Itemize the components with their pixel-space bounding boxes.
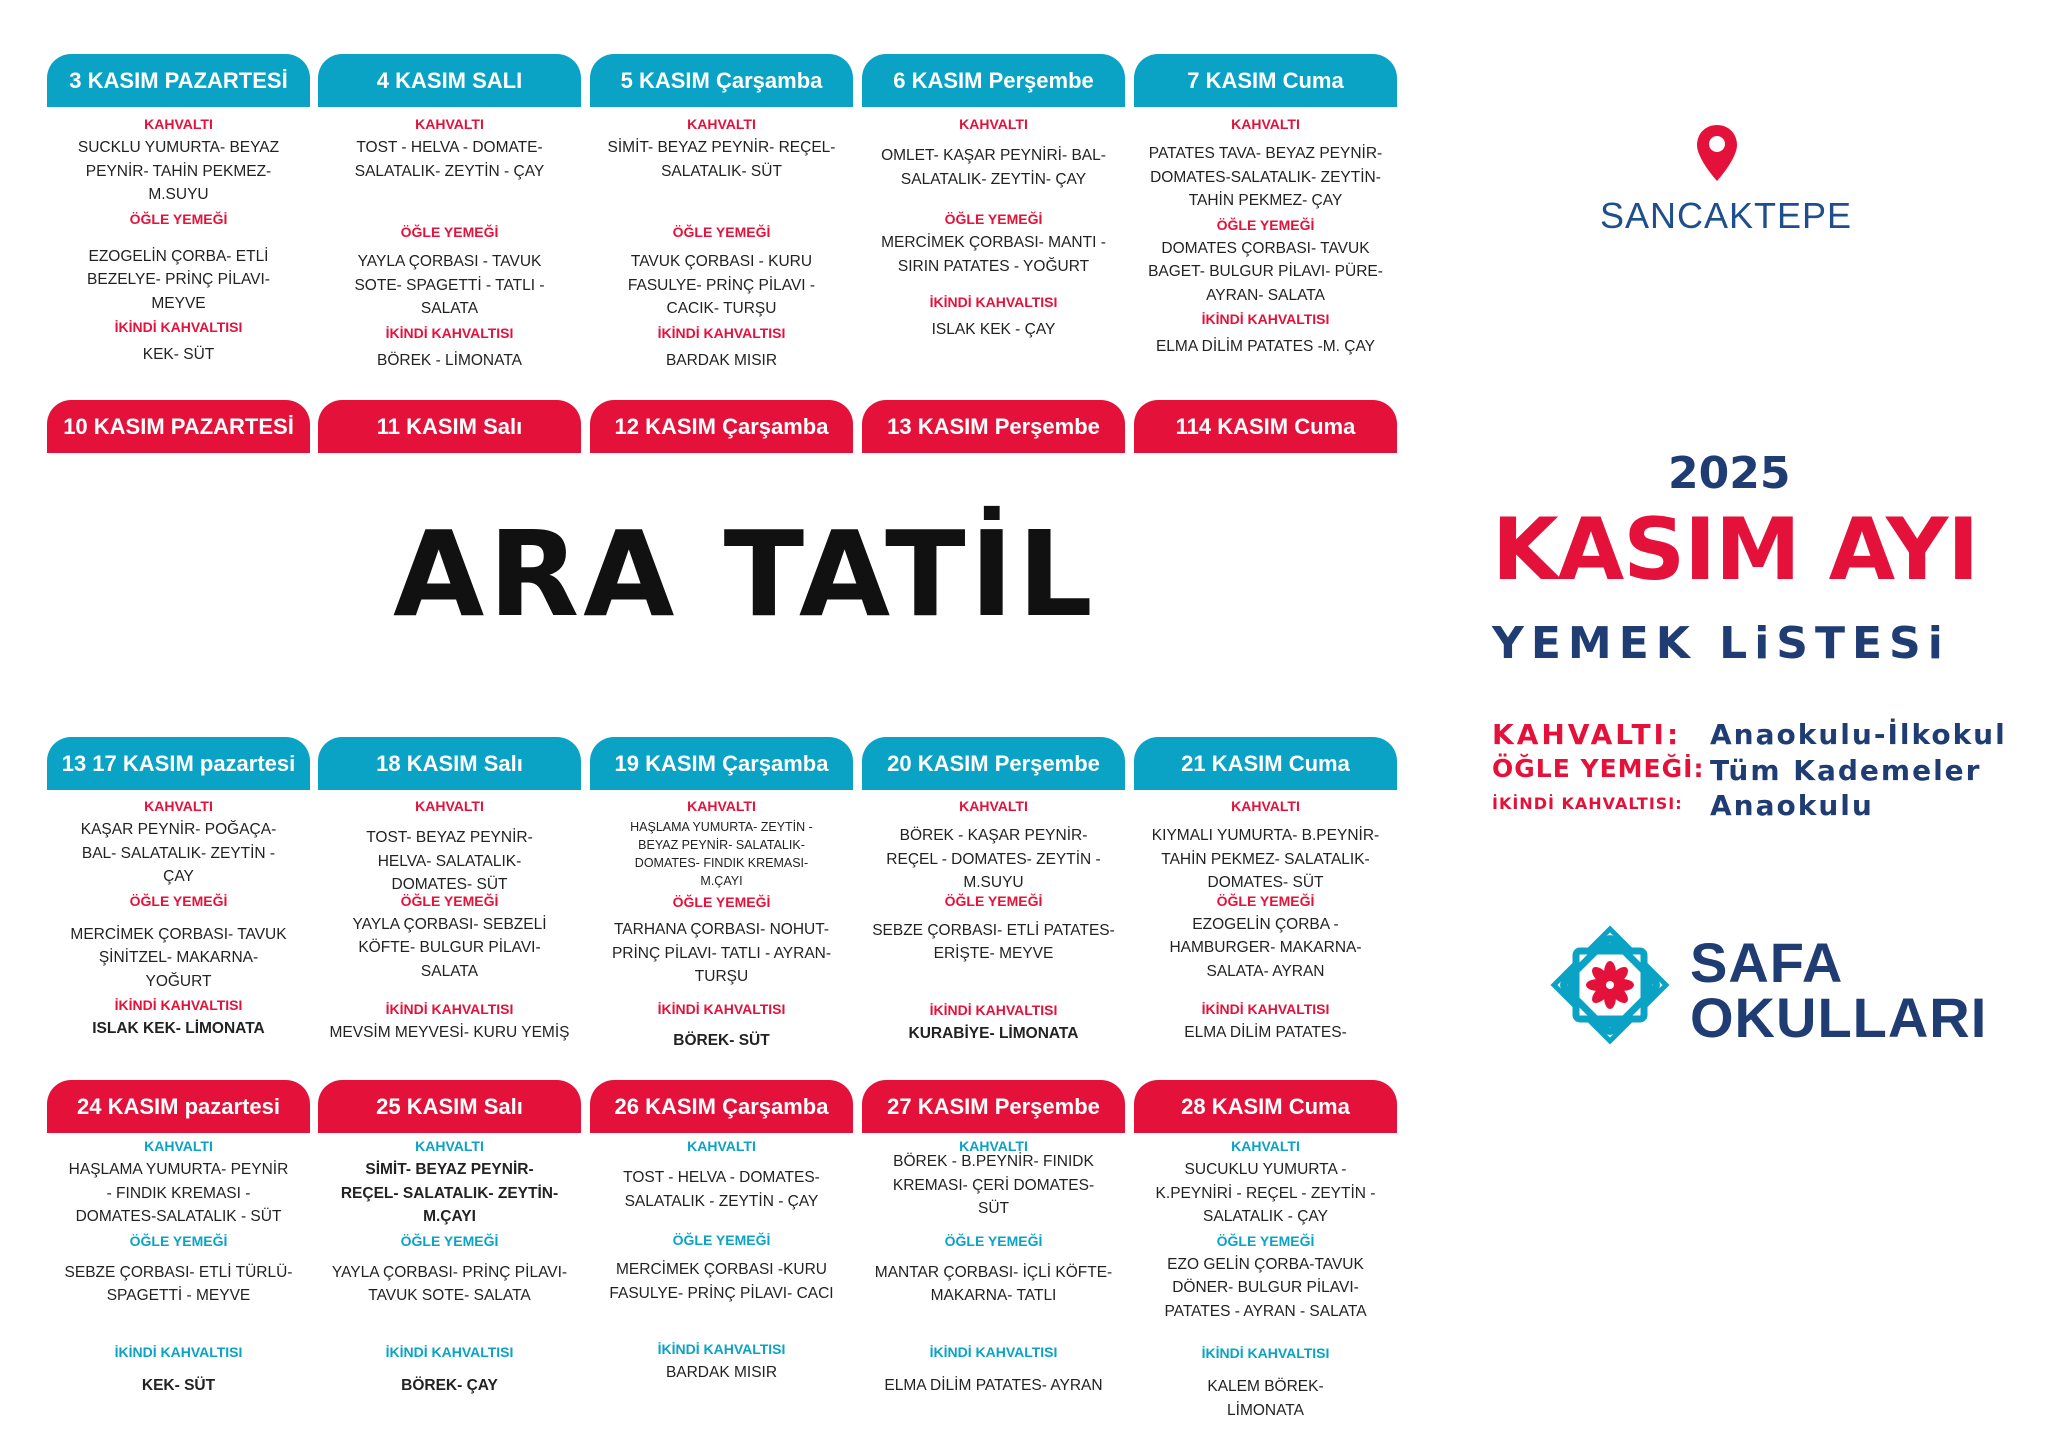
lunch-line: CACIK- TURŞU <box>666 300 777 317</box>
snack-line: BÖREK- SÜT <box>673 1031 770 1049</box>
snack-line: ELMA DİLİM PATATES- AYRAN <box>884 1376 1103 1394</box>
breakfast-line: K.PEYNİRİ - REÇEL - ZEYTİN - <box>1155 1184 1376 1202</box>
breakfast-line: BAL- SALATALIK- ZEYTİN - <box>81 844 276 862</box>
day-header: 6 KASIM Perşembe <box>862 54 1125 107</box>
day-header: 18 KASIM Salı <box>318 737 581 790</box>
breakfast-line: ÇAY <box>163 868 194 885</box>
breakfast-line: KIYMALI YUMURTA- B.PEYNİR- <box>1151 827 1380 844</box>
lunch-line: MAKARNA- TATLI <box>930 1287 1057 1304</box>
lunch-line: SPAGETTİ - MEYVE <box>106 1287 251 1304</box>
snack-line: KURABİYE- LİMONATA <box>908 1024 1079 1042</box>
mid-term-break-title: ARA TATİL <box>393 505 1097 643</box>
lunch-line: YAYLA ÇORBASI- SEBZELİ <box>352 915 547 933</box>
breakfast-line: HAŞLAMA YUMURTA- ZEYTİN - <box>630 820 813 834</box>
breakfast-label: KAHVALTI <box>687 1138 756 1154</box>
breakfast-line: SİMİT- BEYAZ PEYNİR- <box>365 1161 534 1178</box>
lunch-line: FASULYE- PRİNÇ PİLAVI - <box>627 276 816 294</box>
lunch-label: ÖĞLE YEMEĞİ <box>672 1232 771 1248</box>
day-header: 12 KASIM Çarşamba <box>590 400 853 453</box>
lunch-label: ÖĞLE YEMEĞİ <box>129 892 228 909</box>
lunch-label: ÖĞLE YEMEĞİ <box>400 892 499 909</box>
menu-cell <box>318 112 581 372</box>
breakfast-label: KAHVALTI <box>144 116 213 132</box>
snack-label: İKİNDİ KAHVALTISI <box>1201 311 1330 327</box>
breakfast-line: SUCUKLU YUMURTA - <box>1184 1161 1347 1178</box>
snack-line: KALEM BÖREK- <box>1207 1378 1324 1395</box>
lunch-label: ÖĞLE YEMEĞİ <box>1216 1232 1315 1249</box>
day-header: 3 KASIM PAZARTESİ <box>47 54 310 107</box>
lunch-line: MERCİMEK ÇORBASI- MANTI - <box>881 234 1106 251</box>
menu-cell <box>318 794 581 1045</box>
breakfast-line: DOMATES- FINDIK KREMASI- <box>634 856 809 870</box>
snack-line: LİMONATA <box>1227 1401 1304 1419</box>
snack-label: İKİNDİ KAHVALTISI <box>657 1341 786 1357</box>
day-header: 7 KASIM Cuma <box>1134 54 1397 107</box>
lunch-label: ÖĞLE YEMEĞİ <box>672 224 771 240</box>
snack-line: BARDAK MISIR <box>665 1364 778 1381</box>
breakfast-line: M.SUYU <box>148 186 209 203</box>
snack-label: İKİNDİ KAHVALTISI <box>114 319 243 335</box>
breakfast-line: DOMATES- SÜT <box>1207 874 1324 891</box>
menu-cell <box>318 1134 581 1397</box>
legend-value: Anaokulu <box>1710 789 1874 822</box>
legend-key: ÖĞLE YEMEĞİ: <box>1492 754 1705 783</box>
breakfast-line: BÖREK - B.PEYNİR- FINIDK <box>893 1153 1094 1170</box>
breakfast-label: KAHVALTI <box>959 798 1028 814</box>
lunch-line: YOĞURT <box>145 972 212 990</box>
breakfast-line: SUCKLU YUMURTA- BEYAZ <box>77 139 280 156</box>
breakfast-line: TOST - HELVA - DOMATES- <box>623 1169 820 1186</box>
breakfast-line: BÖREK - KAŞAR PEYNİR- <box>899 827 1088 844</box>
menu-cell <box>590 112 853 372</box>
legend-row <box>1492 789 1874 822</box>
menu-cell <box>590 1134 853 1385</box>
snack-line: ELMA DİLİM PATATES -M. ÇAY <box>1155 338 1376 355</box>
lunch-line: YAYLA ÇORBASI - TAVUK <box>357 253 542 270</box>
breakfast-line: KREMASI- ÇERİ DOMATES- <box>892 1176 1095 1194</box>
menu-cell <box>862 1134 1125 1397</box>
lunch-line: TAVUK ÇORBASI - KURU <box>630 253 813 270</box>
day-header: 5 KASIM Çarşamba <box>590 54 853 107</box>
breakfast-line: SALATALIK- SÜT <box>661 162 782 180</box>
lunch-label: ÖĞLE YEMEĞİ <box>1216 216 1315 233</box>
day-header: 13 KASIM Perşembe <box>862 400 1125 453</box>
lunch-line: EZOGELİN ÇORBA- ETLİ <box>88 247 269 265</box>
legend-value: Tüm Kademeler <box>1710 754 1982 787</box>
lunch-line: SALATA <box>420 300 479 317</box>
menu-cell <box>862 112 1125 342</box>
breakfast-line: SALATALIK- ZEYTİN - ÇAY <box>354 162 545 180</box>
snack-label: İKİNDİ KAHVALTISI <box>1201 1001 1330 1017</box>
breakfast-line: SİMİT- BEYAZ PEYNİR- REÇEL- <box>607 139 836 156</box>
lunch-label: ÖĞLE YEMEĞİ <box>944 892 1043 909</box>
lunch-label: ÖĞLE YEMEĞİ <box>129 1232 228 1249</box>
legend-key: İKİNDİ KAHVALTISI: <box>1492 794 1683 813</box>
snack-label: İKİNDİ KAHVALTISI <box>114 1343 243 1360</box>
day-header: 19 KASIM Çarşamba <box>590 737 853 790</box>
school-name-line1: SAFA <box>1690 931 1844 994</box>
breakfast-line: TAHİN PEKMEZ- ÇAY <box>1188 192 1343 209</box>
breakfast-line: M.ÇAYI <box>423 1208 476 1225</box>
month-title: KASIM AYI <box>1492 500 1979 600</box>
lunch-line: BEZELYE- PRİNÇ PİLAVI- <box>87 271 270 288</box>
lunch-line: TARHANA ÇORBASI- NOHUT- <box>613 921 829 938</box>
lunch-label: ÖĞLE YEMEĞİ <box>1216 892 1315 909</box>
lunch-line: DÖNER- BULGUR PİLAVI- <box>1172 1279 1359 1296</box>
lunch-line: SALATA- AYRAN <box>1206 962 1325 980</box>
snack-line: KEK- SÜT <box>141 1376 216 1394</box>
breakfast-line: M.ÇAYI <box>700 874 743 888</box>
snack-line: ISLAK KEK - ÇAY <box>931 321 1056 338</box>
snack-label: İKİNDİ KAHVALTISI <box>385 1001 514 1017</box>
breakfast-line: M.SUYU <box>963 874 1024 891</box>
lunch-line: MERCİMEK ÇORBASI -KURU <box>616 1261 827 1278</box>
lunch-label: ÖĞLE YEMEĞİ <box>129 210 228 227</box>
breakfast-line: SALATALIK - ZEYTİN - ÇAY <box>624 1192 819 1210</box>
map-pin-icon <box>1694 123 1740 183</box>
snack-label: İKİNDİ KAHVALTISI <box>929 294 1058 310</box>
breakfast-line: REÇEL - DOMATES- ZEYTİN - <box>886 850 1101 868</box>
breakfast-line: DOMATES-SALATALIK - SÜT <box>75 1208 282 1225</box>
snack-line: ELMA DİLİM PATATES- <box>1184 1024 1347 1041</box>
day-header: 13 17 KASIM pazartesi <box>47 737 310 790</box>
snack-label: İKİNDİ KAHVALTISI <box>929 1343 1058 1360</box>
breakfast-line: KAŞAR PEYNİR- POĞAÇA- <box>80 821 277 838</box>
breakfast-label: KAHVALTI <box>687 116 756 132</box>
lunch-line: ŞİNİTZEL- MAKARNA- <box>98 949 259 966</box>
breakfast-line: DOMATES-SALATALIK- ZEYTİN- <box>1150 168 1381 186</box>
lunch-line: KÖFTE- BULGUR PİLAVI- <box>358 939 541 956</box>
breakfast-line: BEYAZ PEYNİR- SALATALIK- <box>638 838 805 852</box>
legend-key: KAHVALTI: <box>1492 718 1682 751</box>
lunch-line: TAVUK SOTE- SALATA <box>368 1287 531 1304</box>
breakfast-label: KAHVALTI <box>415 1138 484 1154</box>
day-header: 20 KASIM Perşembe <box>862 737 1125 790</box>
lunch-line: SEBZE ÇORBASI- ETLİ TÜRLÜ- <box>64 1263 293 1281</box>
breakfast-label: KAHVALTI <box>144 1138 213 1154</box>
day-header: 10 KASIM PAZARTESİ <box>47 400 310 453</box>
lunch-line: AYRAN- SALATA <box>1206 286 1325 304</box>
snack-line: ISLAK KEK- LİMONATA <box>92 1020 265 1037</box>
lunch-line: FASULYE- PRİNÇ PİLAVI- CACI <box>609 1284 834 1302</box>
day-header: 4 KASIM SALI <box>318 54 581 107</box>
menu-cell <box>47 1134 310 1397</box>
snack-line: BÖREK - LİMONATA <box>377 351 522 369</box>
lunch-line: PRİNÇ PİLAVI- TATLI - AYRAN- <box>611 944 832 962</box>
lunch-line: SEBZE ÇORBASI- ETLİ PATATES- <box>872 921 1115 939</box>
breakfast-line: HAŞLAMA YUMURTA- PEYNİR <box>68 1161 289 1178</box>
snack-line: KEK- SÜT <box>142 346 215 363</box>
day-header: 25 KASIM Salı <box>318 1080 581 1133</box>
lunch-line: SIRIN PATATES - YOĞURT <box>897 257 1090 275</box>
breakfast-line: REÇEL- SALATALIK- ZEYTİN- <box>340 1184 559 1202</box>
menu-cell <box>47 112 310 367</box>
snack-label: İKİNDİ KAHVALTISI <box>385 324 514 341</box>
lunch-line: MERCİMEK ÇORBASI- TAVUK <box>70 925 287 943</box>
day-header: 21 KASIM Cuma <box>1134 737 1397 790</box>
legend-row <box>1492 718 2007 751</box>
snack-line: MEVSİM MEYVESİ- KURU YEMİŞ <box>329 1024 570 1041</box>
breakfast-line: SÜT <box>978 1200 1009 1217</box>
lunch-line: MEYVE <box>151 294 206 312</box>
menu-cell <box>1134 112 1397 359</box>
menu-cell <box>47 794 310 1041</box>
lunch-line: BAGET- BULGUR PİLAVI- PÜRE- <box>1148 263 1383 280</box>
lunch-line: EZOGELİN ÇORBA - <box>1192 915 1339 933</box>
district-name: SANCAKTEPE <box>1600 195 1853 236</box>
breakfast-line: PATATES TAVA- BEYAZ PEYNİR- <box>1148 145 1383 162</box>
lunch-line: HAMBURGER- MAKARNA- <box>1169 939 1362 956</box>
breakfast-label: KAHVALTI <box>415 116 484 132</box>
breakfast-label: KAHVALTI <box>1231 798 1300 814</box>
lunch-line: DOMATES ÇORBASI- TAVUK <box>1161 239 1370 257</box>
breakfast-label: KAHVALTI <box>959 1138 1028 1154</box>
breakfast-line: HELVA- SALATALIK- <box>377 852 522 870</box>
day-header: 114 KASIM Cuma <box>1134 400 1397 453</box>
lunch-line: YAYLA ÇORBASI- PRİNÇ PİLAVI- <box>331 1263 568 1281</box>
snack-line: BÖREK- ÇAY <box>401 1376 498 1394</box>
day-header: 27 KASIM Perşembe <box>862 1080 1125 1133</box>
menu-cell <box>1134 794 1397 1045</box>
menu-cell <box>862 794 1125 1045</box>
breakfast-label: KAHVALTI <box>415 798 484 814</box>
list-title: YEMEK LiSTESi <box>1492 618 1950 669</box>
lunch-label: ÖĞLE YEMEĞİ <box>944 211 1043 227</box>
legend-value: Anaokulu-İlkokul <box>1710 718 2007 751</box>
snack-label: İKİNDİ KAHVALTISI <box>385 1343 514 1360</box>
snack-label: İKİNDİ KAHVALTISI <box>114 997 243 1013</box>
school-name-line2: OKULLARI <box>1690 986 1988 1049</box>
breakfast-line: PEYNİR- TAHİN PEKMEZ- <box>85 162 272 180</box>
day-header: 28 KASIM Cuma <box>1134 1080 1397 1133</box>
breakfast-line: OMLET- KAŞAR PEYNİRİ- BAL- <box>881 147 1106 164</box>
lunch-line: SOTE- SPAGETTİ - TATLI - <box>354 276 545 294</box>
breakfast-line: TAHİN PEKMEZ- SALATALIK- <box>1161 850 1370 868</box>
snack-label: İKİNDİ KAHVALTISI <box>929 1001 1058 1018</box>
snack-line: BARDAK MISIR <box>665 351 778 369</box>
snack-label: İKİNDİ KAHVALTISI <box>657 324 786 341</box>
breakfast-line: TOST- BEYAZ PEYNİR- <box>366 829 533 846</box>
menu-cell <box>590 794 853 1052</box>
breakfast-line: SALATALIK - ÇAY <box>1203 1208 1328 1225</box>
lunch-label: ÖĞLE YEMEĞİ <box>672 894 771 910</box>
lunch-label: ÖĞLE YEMEĞİ <box>400 224 499 240</box>
day-header: 11 KASIM Salı <box>318 400 581 453</box>
breakfast-line: SALATALIK- ZEYTİN- ÇAY <box>900 170 1087 188</box>
star-emblem-icon <box>1545 920 1675 1050</box>
day-header: 26 KASIM Çarşamba <box>590 1080 853 1133</box>
lunch-line: PATATES - AYRAN - SALATA <box>1164 1302 1367 1320</box>
breakfast-line: - FINDIK KREMASI - <box>106 1184 251 1202</box>
snack-label: İKİNDİ KAHVALTISI <box>657 1000 786 1017</box>
lunch-line: MANTAR ÇORBASI- İÇLİ KÖFTE- <box>874 1263 1113 1281</box>
legend-row <box>1492 754 1982 787</box>
lunch-line: EZO GELİN ÇORBA-TAVUK <box>1167 1255 1364 1273</box>
lunch-line: ERİŞTE- MEYVE <box>933 945 1054 962</box>
lunch-label: ÖĞLE YEMEĞİ <box>400 1232 499 1249</box>
lunch-line: SALATA <box>420 962 479 980</box>
breakfast-line: DOMATES- SÜT <box>391 876 508 893</box>
breakfast-label: KAHVALTI <box>1231 1138 1300 1154</box>
snack-label: İKİNDİ KAHVALTISI <box>1201 1345 1330 1361</box>
lunch-line: TURŞU <box>694 968 749 985</box>
breakfast-line: TOST - HELVA - DOMATE- <box>356 139 543 156</box>
menu-cell <box>1134 1134 1397 1422</box>
breakfast-label: KAHVALTI <box>687 798 756 814</box>
breakfast-label: KAHVALTI <box>1231 116 1300 132</box>
breakfast-label: KAHVALTI <box>959 116 1028 132</box>
breakfast-label: KAHVALTI <box>144 798 213 814</box>
year-title: 2025 <box>1668 448 1791 499</box>
day-header: 24 KASIM pazartesi <box>47 1080 310 1133</box>
lunch-label: ÖĞLE YEMEĞİ <box>944 1232 1043 1249</box>
